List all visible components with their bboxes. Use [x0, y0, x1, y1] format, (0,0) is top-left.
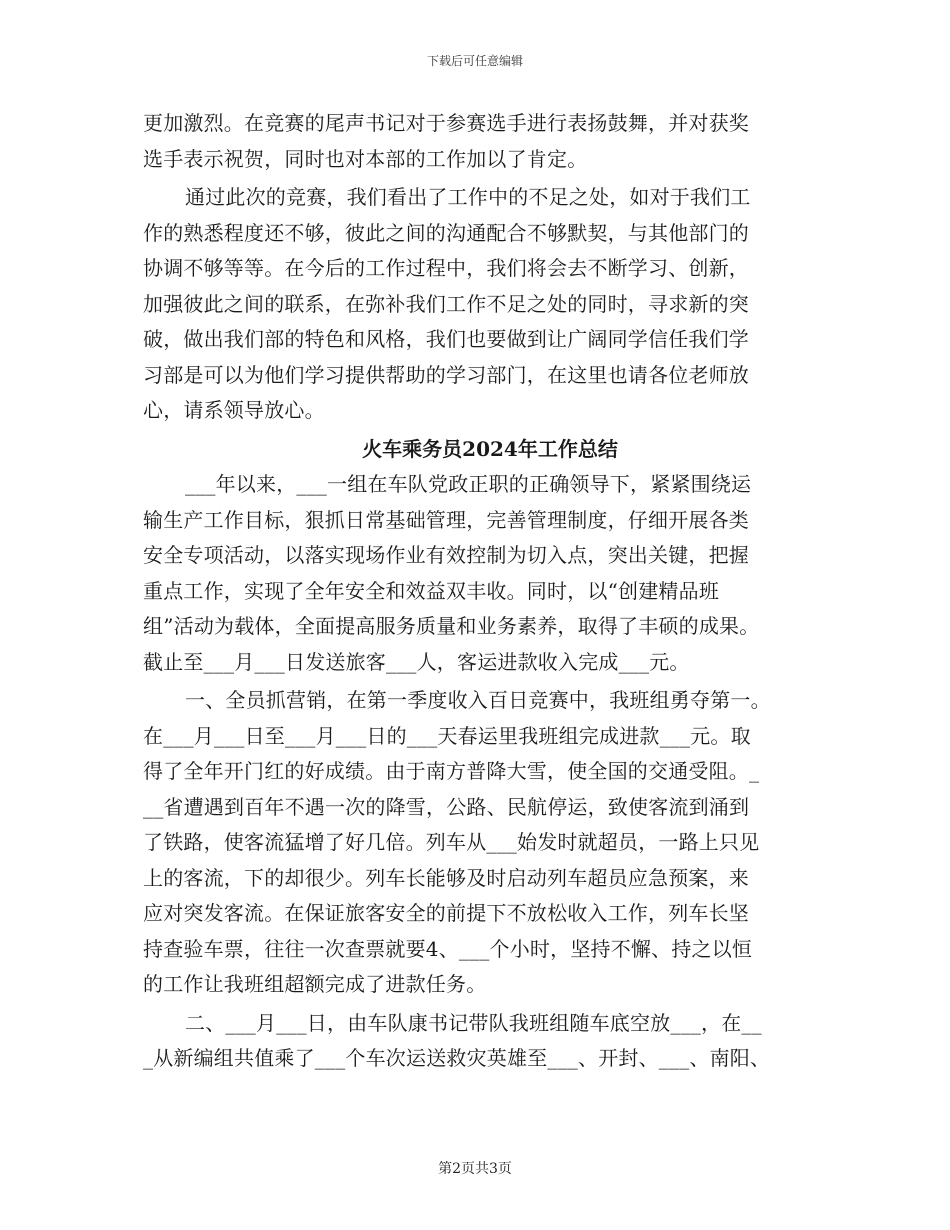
- text-line: 一、全员抓营销，在第一季度收入百日竞赛中，我班组勇夺第一。: [185, 688, 771, 712]
- text-line: 在___月___日至___月___日的___天春运里我班组完成进款___元。取: [143, 723, 751, 748]
- section-title: 火车乘务员2024年工作总结: [362, 436, 618, 461]
- text-line: 持查验车票，往往一次查票就要4、___个小时，坚持不懈、持之以恒: [143, 936, 753, 961]
- text-line: 破，做出我们部的特色和风格，我们也要做到让广阔同学信任我们学: [143, 327, 749, 351]
- text-line: 加强彼此之间的联系，在弥补我们工作不足之处的同时，寻求新的突: [143, 291, 749, 316]
- text-line: 协调不够等等。在今后的工作过程中，我们将会去不断学习、创新，: [143, 256, 749, 280]
- text-line: 了铁路，使客流猛增了好几倍。列车从___始发时就超员，一路上只见: [143, 830, 760, 854]
- text-line: 更加激烈。在竞赛的尾声书记对于参赛选手进行表扬鼓舞，并对获奖: [143, 111, 749, 135]
- document-body: [143, 106, 807, 1077]
- text-line: 二、___月___日，由车队康书记带队我班组随车底空放___，在__: [185, 1010, 762, 1035]
- text-line: 应对突发客流。在保证旅客安全的前提下不放松收入工作，列车长坚: [143, 901, 749, 925]
- page-header: 下载后可任意编辑: [426, 54, 523, 68]
- text-line: 截止至___月___日发送旅客___人，客运进款收入完成___元。: [143, 649, 690, 674]
- text-line: ___年以来，___一组在车队党政正职的正确领导下，紧紧围绕运: [185, 472, 752, 496]
- page-footer: 第2页共3页: [438, 1161, 512, 1177]
- text-line: 上的客流，下的却很少。列车长能够及时启动列车超员应急预案，来: [143, 865, 749, 890]
- text-line: 心，请系领导放心。: [143, 398, 325, 422]
- text-line: __省遭遇到百年不遇一次的降雪，公路、民航停运，致使客流到涌到: [143, 794, 750, 819]
- text-line: _从新编组共值乘了___个车次运送救灾英雄至___、开封、___、南阳、: [143, 1046, 771, 1070]
- text-line: 组”活动为载体，全面提高服务质量和业务素养，取得了丰硕的成果。: [143, 614, 760, 638]
- text-line: 重点工作，实现了全年安全和效益双丰收。同时，以“创建精品班: [143, 578, 720, 603]
- text-line: 得了全年开门红的好成绩。由于南方普降大雪，使全国的交通受阻。_: [143, 759, 760, 783]
- text-line: 作的熟悉程度还不够，彼此之间的沟通配合不够默契，与其他部门的: [143, 220, 749, 245]
- text-line: 习部是可以为他们学习提供帮助的学习部门，在这里也请各位老师放: [143, 362, 749, 387]
- text-line: 的工作让我班组超额完成了进款任务。: [143, 972, 487, 996]
- text-line: 安全专项活动，以落实现场作业有效控制为切入点，突出关键，把握: [143, 543, 749, 567]
- text-line: 通过此次的竞赛，我们看出了工作中的不足之处，如对于我们工: [185, 185, 751, 209]
- text-line: 选手表示祝贺，同时也对本部的工作加以了肯定。: [143, 146, 588, 171]
- text-line: 输生产工作目标，狠抓日常基础管理，完善管理制度，仔细开展各类: [143, 507, 749, 532]
